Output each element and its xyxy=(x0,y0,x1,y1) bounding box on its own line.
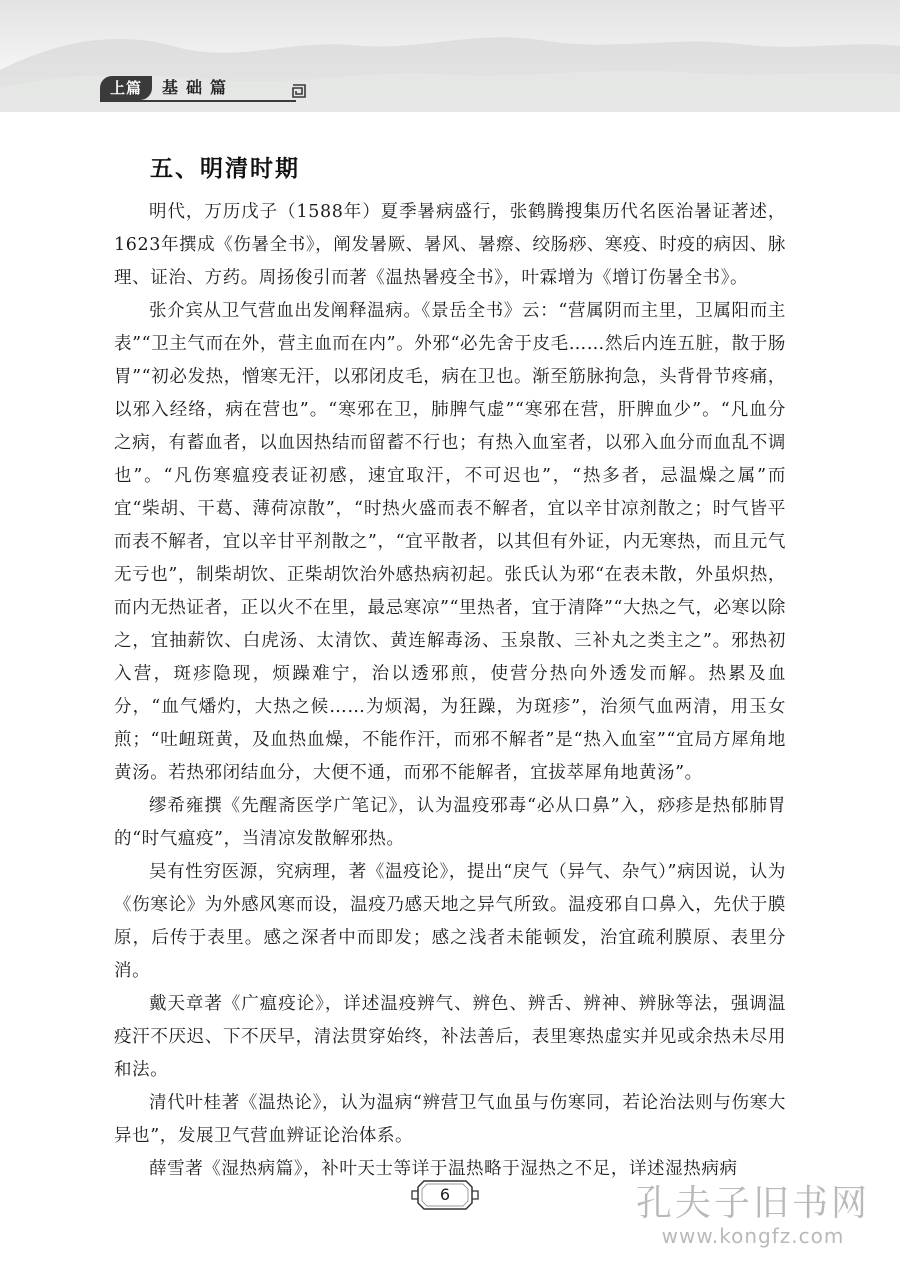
running-header xyxy=(100,76,310,102)
header-underline xyxy=(100,100,296,102)
part-tag: 上篇 xyxy=(100,76,152,100)
paragraph: 明代，万历戊子（1588年）夏季暑病盛行，张鹤腾搜集历代名医治暑证著述，1623年撰成《伤暑全书》，阐发暑厥、暑风、暑瘵、绞肠痧、寒疫、时疫的病因、脉理、证治、方药。周扬俊引而著《温热暑疫全书》，叶霖增为《增订伤暑全书》。 xyxy=(114,202,786,288)
section-name: 基础篇 xyxy=(162,78,235,97)
paragraph: 薛雪著《湿热病篇》，补叶天士等详于温热略于湿热之不足，详述湿热病病 xyxy=(149,1159,738,1179)
paragraph: 吴有性穷医源，究病理，著《温疫论》，提出“戾气（异气、杂气）”病因说，认为《伤寒论》为外感风寒而设，温疫乃感天地之异气所致。温疫邪自口鼻入，先伏于膜原，后传于表里。感之深者中而即发；感之浅者未能顿发，治宜疏利膜原、表里分消。 xyxy=(114,862,786,981)
page-number: 6 xyxy=(439,1185,451,1204)
body-text xyxy=(114,196,786,1186)
page-footer xyxy=(410,1178,480,1212)
watermark-url: www.kongfz.com xyxy=(661,1224,845,1248)
watermark-text: 孔夫子旧书网 xyxy=(635,1183,870,1224)
fret-ornament-icon xyxy=(292,84,306,98)
watermark xyxy=(636,1184,870,1248)
section-heading: 五、明清时期 xyxy=(150,156,300,182)
paragraph: 清代叶桂著《温热论》，认为温病“辨营卫气血虽与伤寒同，若论治法则与伤寒大异也”，发展卫气营血辨证论治体系。 xyxy=(114,1093,786,1146)
paragraph: 戴天章著《广瘟疫论》，详述温疫辨气、辨色、辨舌、辨神、辨脉等法，强调温疫汗不厌迟、下不厌早，清法贯穿始终，补法善后，表里寒热虚实并见或余热未尽用和法。 xyxy=(114,994,786,1080)
paragraph: 张介宾从卫气营血出发阐释温病。《景岳全书》云：“营属阴而主里，卫属阳而主表”“卫主气而在外，营主血而在内”。外邪“必先舍于皮毛……然后内连五脏，散于肠胃”“初必发热，憎寒无汗，以邪闭皮毛，病在卫也。渐至筋脉拘急，头背骨节疼痛，以邪入经络，病在营也”。“寒邪在卫，肺脾气虚”“寒邪在营，肝脾血少”。“凡血分之病，有蓄血者，以血因热结而留蓄不行也；有热入血室者，以邪入血分而血乱不调也”。“凡伤寒瘟疫表证初感，速宜取汗，不可迟也”，“热多者，忌温燥之属”而宜“柴胡、干葛、薄荷凉散”，“时热火盛而表不解者，宜以辛甘凉剂散之；时气皆平而表不解者，宜以辛甘平剂散之”，“宜平散者，以其但有外证，内无寒热，而且元气无亏也”，制柴胡饮、正柴胡饮治外感热病初起。张氏认为邪“在表未散，外虽炽热，而内无热证者，正以火不在里，最忌寒凉”“里热者，宜于清降”“大热之气，必寒以除之，宜抽薪饮、白虎汤、太清饮、黄连解毒汤、玉泉散、三补丸之类主之”。邪热初入营，斑疹隐现，烦躁难宁，治以透邪煎，使营分热向外透发而解。热累及血分，“血气燔灼，大热之候……为烦渴，为狂躁，为斑疹”，治须气血两清，用玉女煎；“吐衄斑黄，及血热血燥，不能作汗，而邪不解者”是“热入血室”“宜局方犀角地黄汤。若热邪闭结血分，大便不通，而邪不能解者，宜拔萃犀角地黄汤”。 xyxy=(114,301,786,783)
paragraph: 缪希雍撰《先醒斋医学广笔记》，认为温疫邪毒“必从口鼻”入，痧疹是热郁肺胃的“时气瘟疫”，当清凉发散解邪热。 xyxy=(114,796,786,849)
